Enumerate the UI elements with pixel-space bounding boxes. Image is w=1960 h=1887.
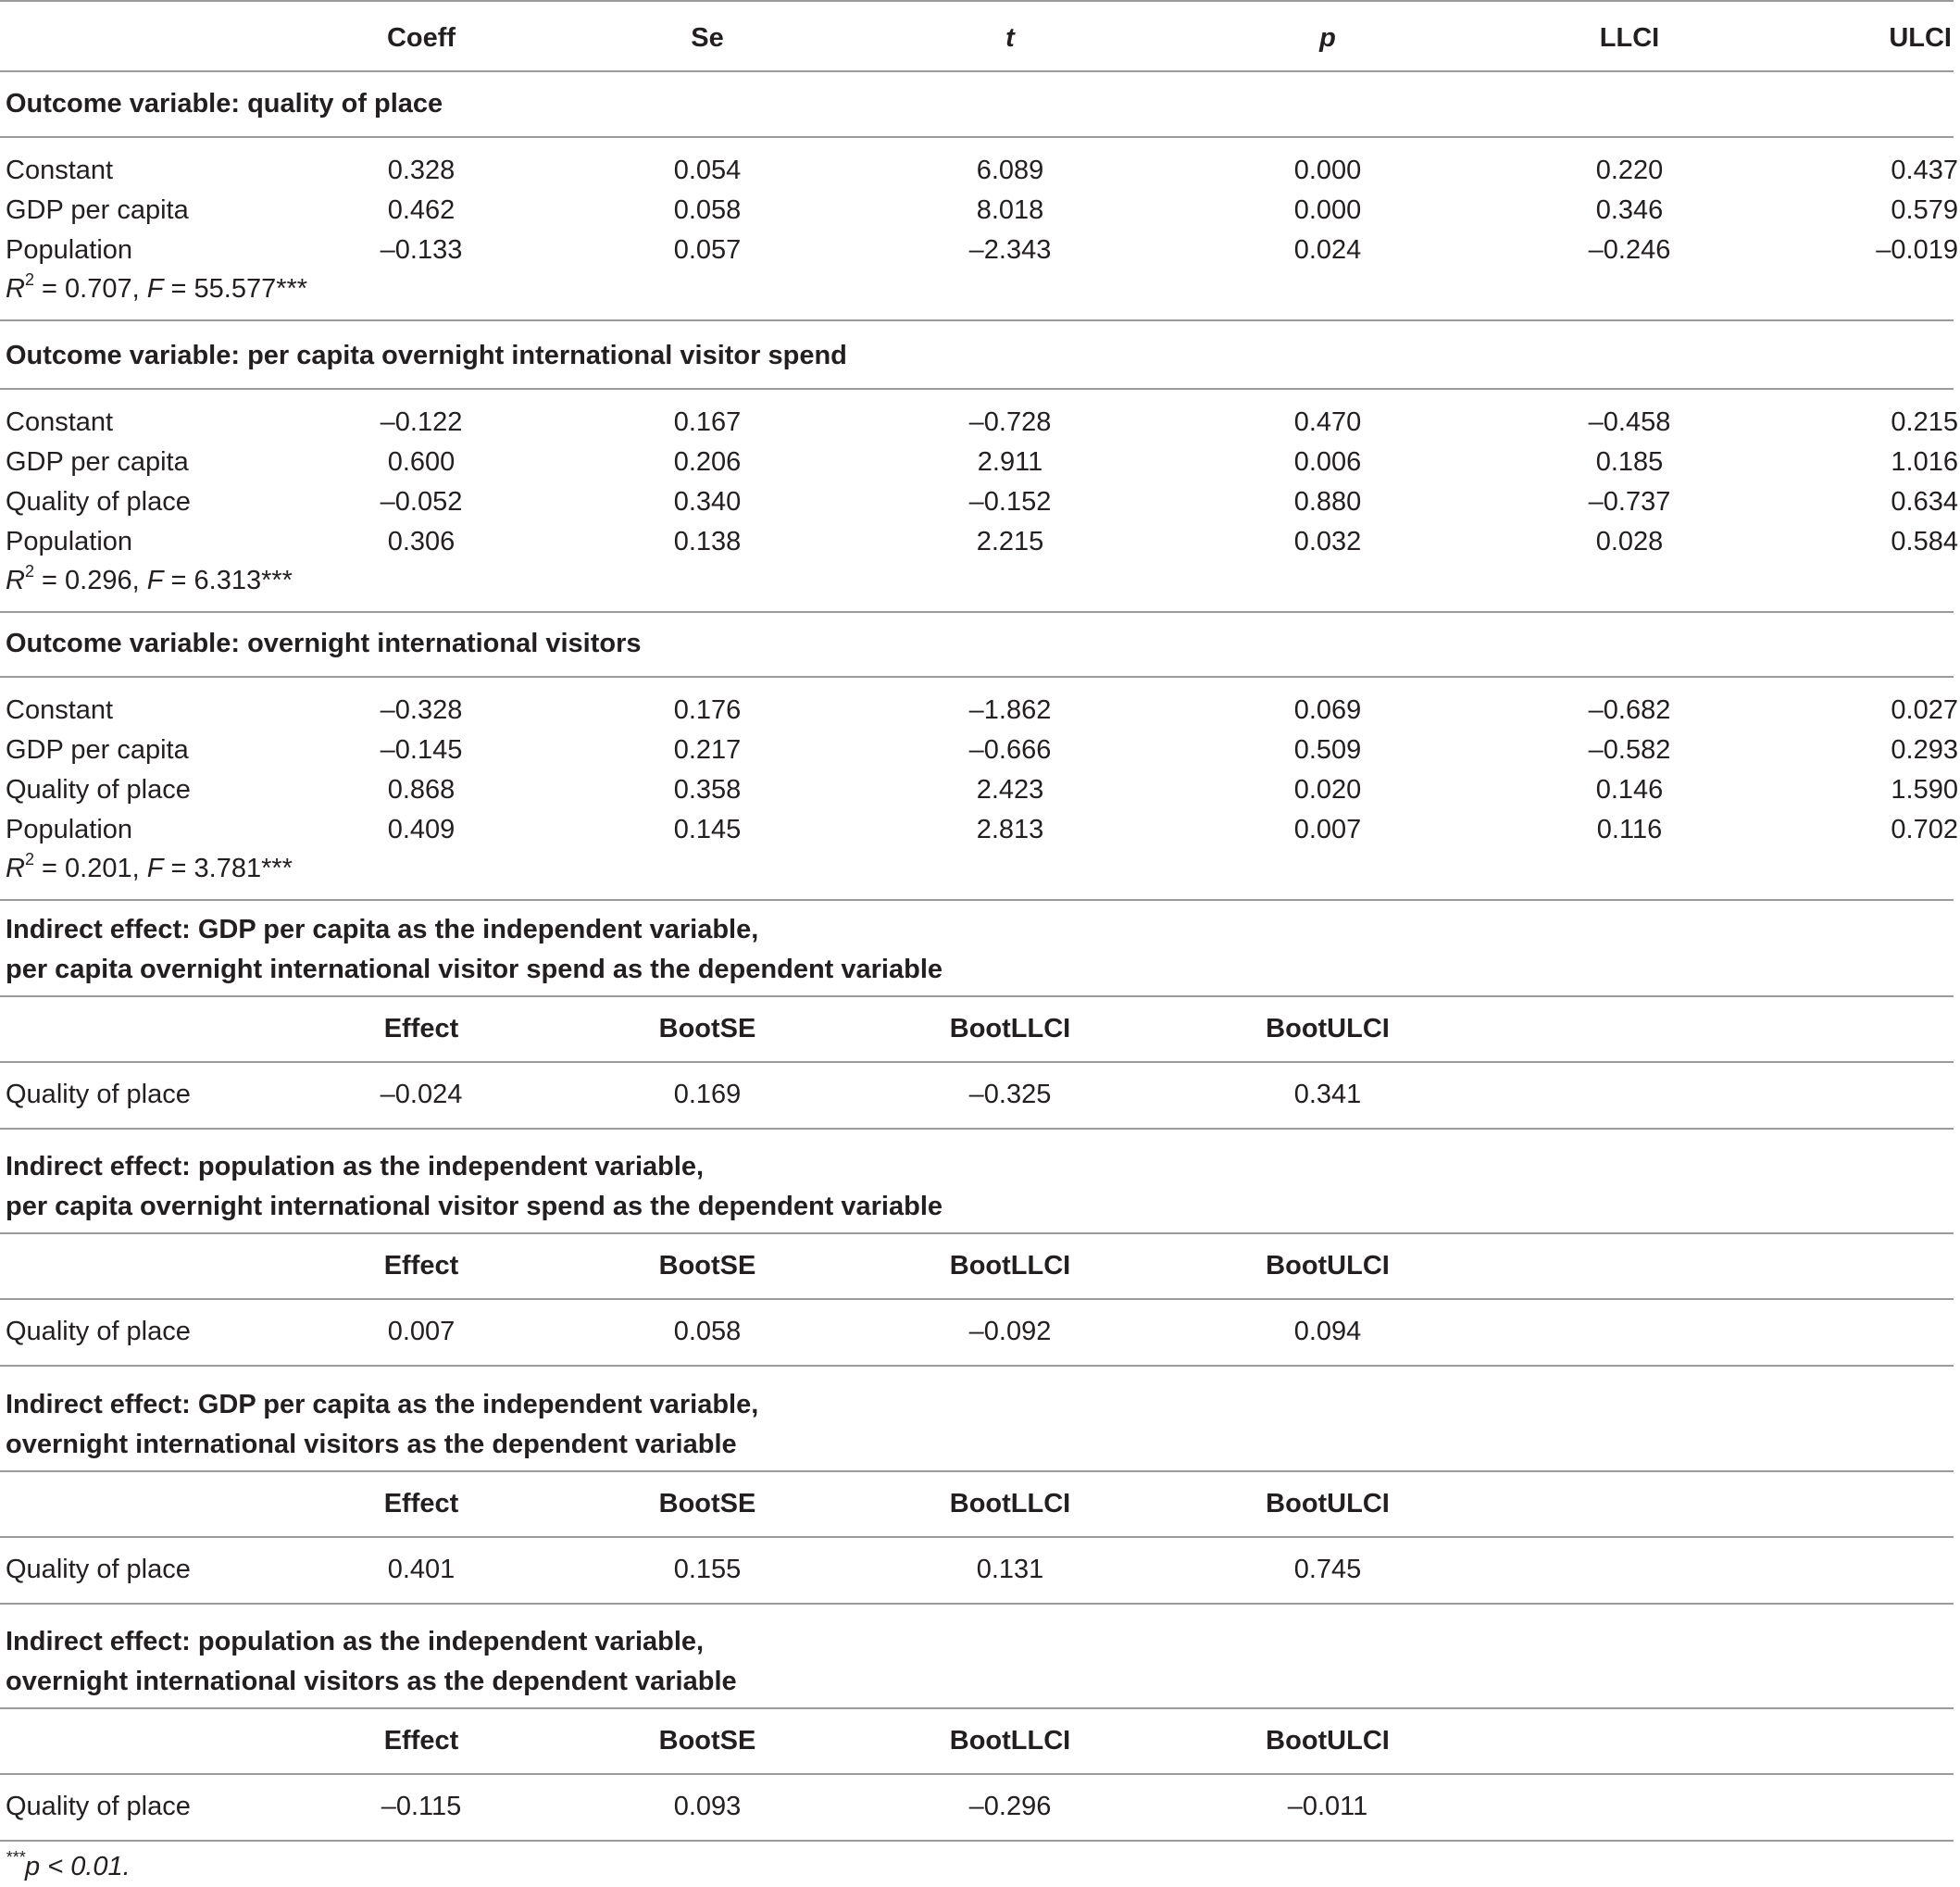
table-cell: 0.206 xyxy=(673,447,742,477)
table-cell: –0.682 xyxy=(1588,695,1671,725)
indirect-heading-line1: Indirect effect: population as the independent variable, xyxy=(6,1627,705,1656)
table-cell: 0.000 xyxy=(1293,156,1362,185)
table-cell: 0.006 xyxy=(1293,447,1362,477)
table-cell: 0.007 xyxy=(387,1317,456,1346)
indirect-column-header: BootULCI xyxy=(1266,1489,1390,1518)
table-cell: –0.582 xyxy=(1588,735,1671,765)
indirect-column-header: BootSE xyxy=(658,1489,756,1518)
column-header-3: p xyxy=(1319,23,1336,53)
table-cell: –0.328 xyxy=(380,695,463,725)
indirect-column-header: Effect xyxy=(383,1726,459,1756)
indirect-column-header: BootSE xyxy=(658,1014,756,1043)
table-row-label: Constant xyxy=(6,695,114,725)
f-value: 3.781*** xyxy=(194,854,293,883)
table-cell: –0.133 xyxy=(380,235,463,265)
table-cell: 0.437 xyxy=(1891,156,1958,185)
table-cell: 0.131 xyxy=(976,1555,1044,1584)
eq-sign: = xyxy=(33,274,66,304)
table-cell: 0.020 xyxy=(1293,775,1362,805)
indirect-heading-line1: Indirect effect: population as the independent variable, xyxy=(6,1152,705,1181)
block-heading: Outcome variable: per capita overnight international visitor spend xyxy=(6,341,847,370)
table-cell: 0.745 xyxy=(1293,1555,1362,1584)
table-cell: 0.217 xyxy=(673,735,742,765)
table-cell: 0.220 xyxy=(1595,156,1664,185)
table-cell: 0.028 xyxy=(1595,527,1664,556)
model-fit-line xyxy=(6,270,308,305)
indirect-heading-line1: Indirect effect: GDP per capita as the independent variable, xyxy=(6,915,759,944)
block-heading-rule xyxy=(0,388,1954,390)
block-heading: Outcome variable: quality of place xyxy=(6,89,443,119)
table-row-label: Population xyxy=(6,235,133,265)
eq-sign: = xyxy=(33,566,66,595)
table-row-label: Quality of place xyxy=(6,487,191,517)
model-fit-line xyxy=(6,562,293,596)
table-cell: 0.409 xyxy=(387,815,456,844)
indirect-end-rule xyxy=(0,1128,1954,1130)
r-symbol: R xyxy=(6,854,25,883)
table-cell: –0.115 xyxy=(381,1792,462,1821)
block-heading-rule xyxy=(0,136,1954,138)
table-row-label: Constant xyxy=(6,407,114,437)
table-cell: 0.007 xyxy=(1293,815,1362,844)
table-cell: 0.054 xyxy=(673,156,742,185)
table-row-label: Population xyxy=(6,815,133,844)
table-cell: 0.462 xyxy=(387,195,456,225)
r-symbol: R xyxy=(6,566,25,595)
f-symbol: F xyxy=(146,566,164,595)
indirect-header-rule xyxy=(0,1061,1954,1063)
table-cell: –0.011 xyxy=(1287,1792,1368,1821)
footnote-p: p xyxy=(25,1852,41,1881)
table-cell: 0.146 xyxy=(1595,775,1664,805)
table-cell: 0.340 xyxy=(673,487,742,517)
table-cell: 0.880 xyxy=(1293,487,1362,517)
indirect-column-header: BootULCI xyxy=(1266,1251,1390,1281)
eq-sign: = xyxy=(163,274,194,304)
table-cell: 0.634 xyxy=(1891,487,1958,517)
r-superscript: 2 xyxy=(24,270,34,289)
table-cell: –2.343 xyxy=(968,235,1052,265)
indirect-heading-rule xyxy=(0,1707,1954,1709)
table-cell: 0.093 xyxy=(673,1792,742,1821)
indirect-column-header: Effect xyxy=(383,1014,459,1043)
table-cell: 0.470 xyxy=(1293,407,1362,437)
eq-sign: = xyxy=(163,566,194,595)
footnote-stars: *** xyxy=(6,1848,26,1867)
block-heading-rule xyxy=(0,676,1954,678)
block-end-rule xyxy=(0,899,1954,901)
indirect-column-header: BootSE xyxy=(658,1251,756,1281)
table-cell: 0.116 xyxy=(1596,815,1663,844)
table-cell: 0.027 xyxy=(1891,695,1958,725)
table-cell: –0.122 xyxy=(380,407,463,437)
table-cell: 0.328 xyxy=(387,156,456,185)
table-row-label: Population xyxy=(6,527,133,556)
indirect-column-header: BootULCI xyxy=(1266,1014,1390,1043)
block-heading: Outcome variable: overnight international visitors xyxy=(6,629,642,658)
table-cell: 0.185 xyxy=(1595,447,1664,477)
table-cell: 0.069 xyxy=(1293,695,1362,725)
r2-value: 0.707 xyxy=(65,274,132,304)
table-cell: 2.911 xyxy=(977,447,1043,477)
table-cell: 1.016 xyxy=(1891,447,1958,477)
eq-sign: = xyxy=(163,854,194,883)
table-cell: –0.296 xyxy=(968,1792,1052,1821)
r-superscript: 2 xyxy=(24,562,34,581)
table-cell: 0.509 xyxy=(1293,735,1362,765)
table-cell: –0.246 xyxy=(1588,235,1671,265)
indirect-heading-line2: overnight international visitors as the dependent variable xyxy=(6,1430,737,1459)
table-cell: –0.052 xyxy=(380,487,463,517)
table-row-label: Quality of place xyxy=(6,1317,191,1346)
header-rule xyxy=(0,70,1954,72)
table-cell: 2.215 xyxy=(976,527,1044,556)
indirect-header-rule xyxy=(0,1536,1954,1538)
indirect-column-header: BootULCI xyxy=(1266,1726,1390,1756)
block-end-rule xyxy=(0,319,1954,321)
r-symbol: R xyxy=(6,274,25,304)
indirect-header-rule xyxy=(0,1298,1954,1300)
table-cell: 2.423 xyxy=(976,775,1044,805)
table-row-label: GDP per capita xyxy=(6,447,189,477)
indirect-column-header: BootSE xyxy=(658,1726,756,1756)
table-cell: 0.155 xyxy=(673,1555,742,1584)
table-row-label: Quality of place xyxy=(6,1555,191,1584)
indirect-heading-rule xyxy=(0,1470,1954,1472)
table-cell: 0.145 xyxy=(673,815,742,844)
separator: , xyxy=(131,566,147,595)
column-header-5: ULCI xyxy=(1889,23,1952,53)
table-cell: 0.000 xyxy=(1293,195,1362,225)
table-cell: 0.032 xyxy=(1293,527,1362,556)
indirect-heading-line2: overnight international visitors as the dependent variable xyxy=(6,1667,737,1696)
table-cell: 0.057 xyxy=(673,235,742,265)
f-value: 55.577*** xyxy=(194,274,308,304)
table-cell: 0.346 xyxy=(1595,195,1664,225)
table-cell: 0.306 xyxy=(387,527,456,556)
table-cell: 0.094 xyxy=(1293,1317,1362,1346)
table-cell: 0.215 xyxy=(1891,407,1958,437)
table-cell: 0.341 xyxy=(1293,1080,1362,1109)
table-cell: –0.019 xyxy=(1876,235,1958,265)
r2-value: 0.201 xyxy=(65,854,132,883)
table-row-label: Constant xyxy=(6,156,114,185)
table-cell: 0.401 xyxy=(387,1555,456,1584)
indirect-heading-rule xyxy=(0,995,1954,997)
table-cell: –0.325 xyxy=(968,1080,1052,1109)
table-row-label: Quality of place xyxy=(6,1792,191,1821)
table-cell: –0.728 xyxy=(968,407,1052,437)
indirect-column-header: BootLLCI xyxy=(949,1251,1071,1281)
eq-sign: = xyxy=(33,854,66,883)
table-cell: 0.579 xyxy=(1891,195,1958,225)
footnote xyxy=(6,1848,131,1882)
indirect-column-header: Effect xyxy=(383,1251,459,1281)
indirect-heading-line1: Indirect effect: GDP per capita as the independent variable, xyxy=(6,1390,759,1419)
indirect-heading-line2: per capita overnight international visitor spend as the dependent variable xyxy=(6,955,943,984)
f-symbol: F xyxy=(146,274,164,304)
table-cell: –0.737 xyxy=(1588,487,1671,517)
table-cell: 0.702 xyxy=(1891,815,1958,844)
table-cell: 0.024 xyxy=(1293,235,1362,265)
column-header-2: t xyxy=(1005,23,1015,53)
table-cell: 0.176 xyxy=(673,695,742,725)
r2-value: 0.296 xyxy=(65,566,132,595)
table-cell: 0.584 xyxy=(1891,527,1958,556)
column-header-0: Coeff xyxy=(386,23,456,53)
footnote-rest: < 0.01. xyxy=(40,1852,131,1881)
table-cell: 0.358 xyxy=(673,775,742,805)
table-cell: 0.138 xyxy=(673,527,742,556)
f-value: 6.313*** xyxy=(194,566,293,595)
indirect-column-header: Effect xyxy=(383,1489,459,1518)
table-row-label: Quality of place xyxy=(6,775,191,805)
table-row-label: GDP per capita xyxy=(6,735,189,765)
indirect-column-header: BootLLCI xyxy=(949,1014,1071,1043)
table-cell: –0.024 xyxy=(380,1080,463,1109)
indirect-end-rule xyxy=(0,1365,1954,1367)
indirect-end-rule xyxy=(0,1603,1954,1605)
model-fit-line xyxy=(6,850,293,884)
indirect-column-header: BootLLCI xyxy=(949,1726,1071,1756)
table-cell: 1.590 xyxy=(1891,775,1958,805)
table-cell: –0.092 xyxy=(968,1317,1052,1346)
table-cell: 8.018 xyxy=(976,195,1044,225)
table-cell: 0.293 xyxy=(1891,735,1958,765)
r-superscript: 2 xyxy=(24,850,34,869)
block-end-rule xyxy=(0,611,1954,613)
table-cell: –0.152 xyxy=(968,487,1052,517)
indirect-header-rule xyxy=(0,1773,1954,1775)
table-row-label: Quality of place xyxy=(6,1080,191,1109)
table-cell: –0.145 xyxy=(380,735,463,765)
table-cell: 0.167 xyxy=(673,407,742,437)
indirect-heading-line2: per capita overnight international visitor spend as the dependent variable xyxy=(6,1192,943,1221)
table-cell: 0.058 xyxy=(673,1317,742,1346)
table-cell: 0.600 xyxy=(387,447,456,477)
f-symbol: F xyxy=(146,854,164,883)
table-cell: 0.169 xyxy=(673,1080,742,1109)
table-row-label: GDP per capita xyxy=(6,195,189,225)
table-cell: 2.813 xyxy=(976,815,1044,844)
column-header-4: LLCI xyxy=(1599,23,1660,53)
indirect-heading-rule xyxy=(0,1232,1954,1234)
table-cell: 0.868 xyxy=(387,775,456,805)
separator: , xyxy=(131,854,147,883)
table-cell: –0.458 xyxy=(1588,407,1671,437)
column-header-1: Se xyxy=(691,23,724,53)
indirect-column-header: BootLLCI xyxy=(949,1489,1071,1518)
separator: , xyxy=(131,274,147,304)
indirect-end-rule xyxy=(0,1840,1954,1842)
table-cell: 6.089 xyxy=(976,156,1044,185)
table-cell: –0.666 xyxy=(968,735,1052,765)
top-rule xyxy=(0,0,1954,2)
table-cell: 0.058 xyxy=(673,195,742,225)
table-cell: –1.862 xyxy=(968,695,1052,725)
